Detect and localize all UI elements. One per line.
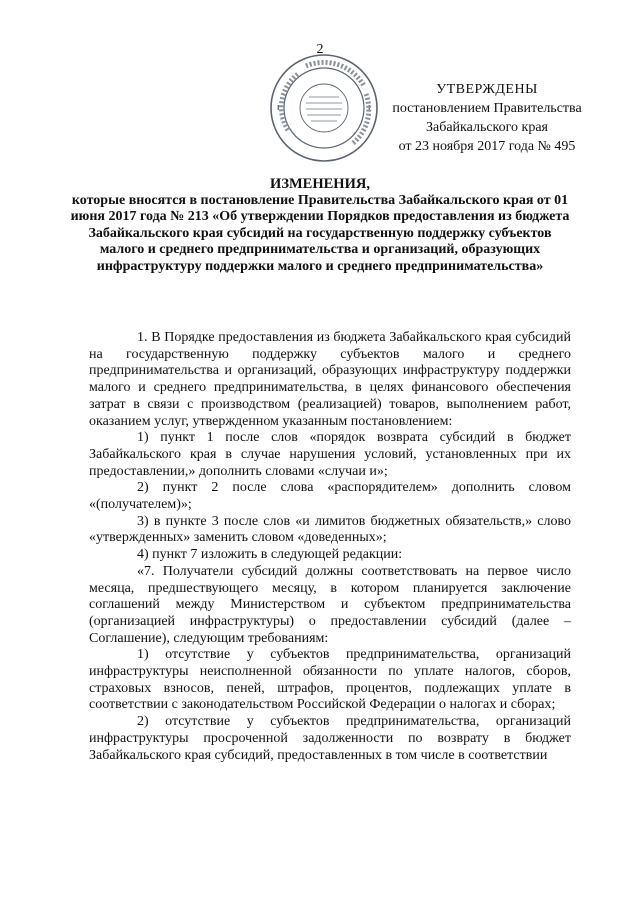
paragraph: 2) отсутствие у субъектов предпринимательства, организаций инфраструктуры просроченной задолженности по возврату в бюджет Забайкальского края субсидий, предоставленных в том числе в соответствии <box>89 714 571 763</box>
paragraph: 1) отсутствие у субъектов предпринимательства, организаций инфраструктуры неисполненной обязанности по уплате налогов, сборов, страховых взносов, пеней, штрафов, процентов, подлежащих уплате в соответствии с законодательством Российской Федерации о налогах и сборах; <box>89 647 571 713</box>
page-number: 2 <box>316 42 324 57</box>
approval-line-3: Забайкальского края <box>425 120 548 135</box>
document-body <box>89 330 571 764</box>
paragraph: 1) пункт 1 после слов «порядок возврата субсидий в бюджет Забайкальского края в случае нарушения условий, установленных при их предоставлении,» дополнить словами «случаи и»; <box>89 430 571 479</box>
title-subtitle: которые вносятся в постановление Правительства Забайкальского края от 01 июня 2017 года № 213 «Об утверждении Порядков предоставления из бюджета Забайкальского края субсидий на государственную поддержку субъектов малого и среднего предпринимательства и организаций, образующих инфраструктуру поддержки малого и среднего предпринимательства» <box>70 192 570 274</box>
paragraph: 1. В Порядке предоставления из бюджета Забайкальского края субсидий на государственную поддержку субъектов малого и среднего предпринимательства и организаций, образующих инфраструктуру поддержки малого и среднего предпринимательства, в целях финансового обеспечения затрат в связи с производством (реализацией) товаров, выполнением работ, оказанием услуг, утвержденном указанным постановлением: <box>89 330 571 429</box>
paragraph: 3) в пункте 3 после слов «и лимитов бюджетных обязательств,» слово «утвержденных» заменить словом «доведенных»; <box>89 513 571 546</box>
official-stamp <box>268 52 380 164</box>
approval-line-2: постановлением Правительства <box>392 101 582 116</box>
paragraph: «7. Получатели субсидий должны соответствовать на первое число месяца, предшествующего месяцу, в котором планируется заключение соглашений между Министерством и субъектом предпринимательства (организацией инфраструктуры) о предоставлении субсидий (далее – Соглашение), следующим требованиям: <box>89 563 571 646</box>
approval-block <box>372 80 602 156</box>
title-heading: ИЗМЕНЕНИЯ, <box>270 176 370 192</box>
paragraph: 2) пункт 2 после слова «распорядителем» дополнить словом «(получателем)»; <box>89 480 571 513</box>
document-title <box>70 176 570 276</box>
approval-line-4: от 23 ноября 2017 года № 495 <box>398 139 576 154</box>
paragraph: 4) пункт 7 изложить в следующей редакции: <box>137 547 403 563</box>
approval-heading: УТВЕРЖДЕНЫ <box>436 82 538 97</box>
